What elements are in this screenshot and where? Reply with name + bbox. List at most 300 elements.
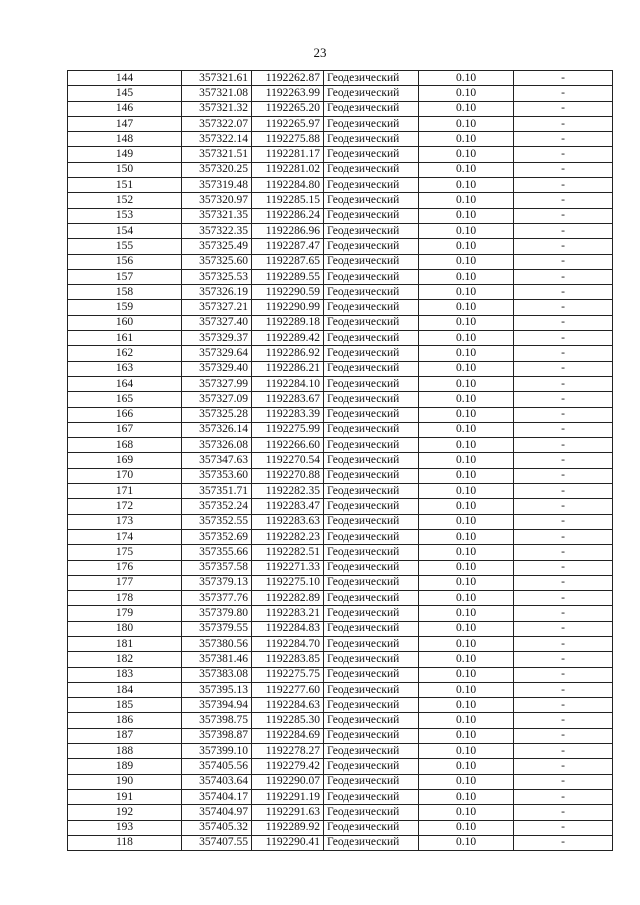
cell-note: - xyxy=(514,499,613,514)
cell-note: - xyxy=(514,422,613,437)
cell-y-coordinate: 1192265.20 xyxy=(252,101,324,116)
cell-y-coordinate: 1192291.19 xyxy=(252,789,324,804)
cell-accuracy: 0.10 xyxy=(419,514,514,529)
table-row xyxy=(68,728,613,743)
cell-note: - xyxy=(514,376,613,391)
cell-method: Геодезический xyxy=(324,529,419,544)
cell-accuracy: 0.10 xyxy=(419,591,514,606)
cell-y-coordinate: 1192283.63 xyxy=(252,514,324,529)
cell-point-number: 166 xyxy=(68,407,182,422)
cell-y-coordinate: 1192286.92 xyxy=(252,346,324,361)
cell-note: - xyxy=(514,116,613,131)
cell-accuracy: 0.10 xyxy=(419,438,514,453)
cell-note: - xyxy=(514,269,613,284)
cell-point-number: 159 xyxy=(68,300,182,315)
cell-point-number: 177 xyxy=(68,575,182,590)
cell-x-coordinate: 357325.28 xyxy=(182,407,252,422)
table-row xyxy=(68,269,613,284)
cell-x-coordinate: 357320.97 xyxy=(182,193,252,208)
table-row xyxy=(68,835,613,850)
table-row xyxy=(68,652,613,667)
cell-accuracy: 0.10 xyxy=(419,805,514,820)
cell-method: Геодезический xyxy=(324,591,419,606)
cell-x-coordinate: 357405.56 xyxy=(182,759,252,774)
table-row xyxy=(68,667,613,682)
cell-x-coordinate: 357379.55 xyxy=(182,621,252,636)
cell-accuracy: 0.10 xyxy=(419,361,514,376)
cell-point-number: 146 xyxy=(68,101,182,116)
cell-note: - xyxy=(514,621,613,636)
table-row xyxy=(68,178,613,193)
table-row xyxy=(68,484,613,499)
cell-point-number: 164 xyxy=(68,376,182,391)
cell-note: - xyxy=(514,346,613,361)
cell-note: - xyxy=(514,86,613,101)
cell-accuracy: 0.10 xyxy=(419,713,514,728)
cell-y-coordinate: 1192290.07 xyxy=(252,774,324,789)
cell-method: Геодезический xyxy=(324,376,419,391)
table-row xyxy=(68,713,613,728)
cell-y-coordinate: 1192290.59 xyxy=(252,285,324,300)
cell-accuracy: 0.10 xyxy=(419,254,514,269)
cell-accuracy: 0.10 xyxy=(419,331,514,346)
cell-accuracy: 0.10 xyxy=(419,728,514,743)
cell-accuracy: 0.10 xyxy=(419,698,514,713)
cell-accuracy: 0.10 xyxy=(419,346,514,361)
cell-point-number: 168 xyxy=(68,438,182,453)
cell-accuracy: 0.10 xyxy=(419,453,514,468)
cell-method: Геодезический xyxy=(324,621,419,636)
table-row xyxy=(68,285,613,300)
cell-method: Геодезический xyxy=(324,499,419,514)
cell-point-number: 174 xyxy=(68,529,182,544)
cell-method: Геодезический xyxy=(324,438,419,453)
table-row xyxy=(68,132,613,147)
cell-note: - xyxy=(514,667,613,682)
cell-x-coordinate: 357321.08 xyxy=(182,86,252,101)
cell-method: Геодезический xyxy=(324,116,419,131)
cell-accuracy: 0.10 xyxy=(419,545,514,560)
cell-y-coordinate: 1192275.99 xyxy=(252,422,324,437)
cell-note: - xyxy=(514,789,613,804)
cell-note: - xyxy=(514,606,613,621)
cell-method: Геодезический xyxy=(324,682,419,697)
cell-point-number: 178 xyxy=(68,591,182,606)
cell-y-coordinate: 1192286.21 xyxy=(252,361,324,376)
table-row xyxy=(68,514,613,529)
cell-x-coordinate: 357321.35 xyxy=(182,208,252,223)
cell-note: - xyxy=(514,728,613,743)
cell-y-coordinate: 1192284.63 xyxy=(252,698,324,713)
cell-note: - xyxy=(514,713,613,728)
cell-method: Геодезический xyxy=(324,789,419,804)
cell-point-number: 150 xyxy=(68,162,182,177)
cell-x-coordinate: 357321.61 xyxy=(182,71,252,86)
cell-method: Геодезический xyxy=(324,698,419,713)
cell-accuracy: 0.10 xyxy=(419,499,514,514)
cell-point-number: 184 xyxy=(68,682,182,697)
cell-point-number: 156 xyxy=(68,254,182,269)
cell-method: Геодезический xyxy=(324,713,419,728)
cell-x-coordinate: 357325.53 xyxy=(182,269,252,284)
cell-point-number: 157 xyxy=(68,269,182,284)
cell-y-coordinate: 1192290.41 xyxy=(252,835,324,850)
cell-x-coordinate: 357352.55 xyxy=(182,514,252,529)
table-row xyxy=(68,545,613,560)
cell-method: Геодезический xyxy=(324,652,419,667)
cell-method: Геодезический xyxy=(324,805,419,820)
cell-point-number: 182 xyxy=(68,652,182,667)
cell-method: Геодезический xyxy=(324,575,419,590)
cell-accuracy: 0.10 xyxy=(419,101,514,116)
cell-point-number: 155 xyxy=(68,239,182,254)
cell-x-coordinate: 357394.94 xyxy=(182,698,252,713)
cell-accuracy: 0.10 xyxy=(419,789,514,804)
cell-point-number: 170 xyxy=(68,468,182,483)
cell-y-coordinate: 1192286.96 xyxy=(252,223,324,238)
table-row xyxy=(68,71,613,86)
cell-point-number: 172 xyxy=(68,499,182,514)
cell-x-coordinate: 357380.56 xyxy=(182,636,252,651)
cell-accuracy: 0.10 xyxy=(419,269,514,284)
table-row xyxy=(68,820,613,835)
cell-method: Геодезический xyxy=(324,560,419,575)
cell-accuracy: 0.10 xyxy=(419,162,514,177)
cell-x-coordinate: 357379.13 xyxy=(182,575,252,590)
cell-y-coordinate: 1192265.97 xyxy=(252,116,324,131)
cell-note: - xyxy=(514,652,613,667)
cell-method: Геодезический xyxy=(324,193,419,208)
cell-y-coordinate: 1192285.30 xyxy=(252,713,324,728)
cell-note: - xyxy=(514,162,613,177)
cell-y-coordinate: 1192278.27 xyxy=(252,744,324,759)
cell-note: - xyxy=(514,407,613,422)
cell-accuracy: 0.10 xyxy=(419,178,514,193)
table-row xyxy=(68,208,613,223)
cell-point-number: 183 xyxy=(68,667,182,682)
cell-y-coordinate: 1192275.10 xyxy=(252,575,324,590)
cell-note: - xyxy=(514,147,613,162)
cell-y-coordinate: 1192284.83 xyxy=(252,621,324,636)
cell-point-number: 193 xyxy=(68,820,182,835)
cell-accuracy: 0.10 xyxy=(419,636,514,651)
cell-note: - xyxy=(514,560,613,575)
cell-y-coordinate: 1192270.88 xyxy=(252,468,324,483)
cell-accuracy: 0.10 xyxy=(419,575,514,590)
cell-x-coordinate: 357357.58 xyxy=(182,560,252,575)
cell-y-coordinate: 1192284.69 xyxy=(252,728,324,743)
cell-note: - xyxy=(514,835,613,850)
table-row xyxy=(68,361,613,376)
cell-method: Геодезический xyxy=(324,101,419,116)
cell-y-coordinate: 1192287.65 xyxy=(252,254,324,269)
cell-method: Геодезический xyxy=(324,636,419,651)
cell-accuracy: 0.10 xyxy=(419,86,514,101)
table-row xyxy=(68,682,613,697)
cell-point-number: 173 xyxy=(68,514,182,529)
cell-note: - xyxy=(514,698,613,713)
cell-accuracy: 0.10 xyxy=(419,652,514,667)
cell-x-coordinate: 357381.46 xyxy=(182,652,252,667)
cell-point-number: 186 xyxy=(68,713,182,728)
cell-accuracy: 0.10 xyxy=(419,606,514,621)
cell-point-number: 191 xyxy=(68,789,182,804)
cell-point-number: 190 xyxy=(68,774,182,789)
cell-point-number: 118 xyxy=(68,835,182,850)
cell-note: - xyxy=(514,805,613,820)
cell-x-coordinate: 357404.97 xyxy=(182,805,252,820)
cell-note: - xyxy=(514,178,613,193)
cell-point-number: 154 xyxy=(68,223,182,238)
cell-x-coordinate: 357353.60 xyxy=(182,468,252,483)
cell-accuracy: 0.10 xyxy=(419,744,514,759)
cell-accuracy: 0.10 xyxy=(419,774,514,789)
cell-note: - xyxy=(514,101,613,116)
cell-method: Геодезический xyxy=(324,422,419,437)
cell-note: - xyxy=(514,132,613,147)
cell-point-number: 167 xyxy=(68,422,182,437)
cell-note: - xyxy=(514,193,613,208)
cell-point-number: 162 xyxy=(68,346,182,361)
cell-method: Геодезический xyxy=(324,269,419,284)
cell-note: - xyxy=(514,331,613,346)
cell-note: - xyxy=(514,223,613,238)
cell-y-coordinate: 1192291.63 xyxy=(252,805,324,820)
cell-y-coordinate: 1192282.23 xyxy=(252,529,324,544)
cell-method: Геодезический xyxy=(324,514,419,529)
cell-accuracy: 0.10 xyxy=(419,407,514,422)
cell-y-coordinate: 1192289.42 xyxy=(252,331,324,346)
cell-y-coordinate: 1192277.60 xyxy=(252,682,324,697)
cell-accuracy: 0.10 xyxy=(419,223,514,238)
table-row xyxy=(68,346,613,361)
cell-method: Геодезический xyxy=(324,667,419,682)
cell-y-coordinate: 1192263.99 xyxy=(252,86,324,101)
cell-x-coordinate: 357327.40 xyxy=(182,315,252,330)
cell-point-number: 147 xyxy=(68,116,182,131)
cell-accuracy: 0.10 xyxy=(419,667,514,682)
cell-point-number: 165 xyxy=(68,392,182,407)
table-row xyxy=(68,162,613,177)
cell-x-coordinate: 357327.99 xyxy=(182,376,252,391)
cell-method: Геодезический xyxy=(324,392,419,407)
cell-point-number: 185 xyxy=(68,698,182,713)
cell-y-coordinate: 1192270.54 xyxy=(252,453,324,468)
cell-x-coordinate: 357379.80 xyxy=(182,606,252,621)
cell-note: - xyxy=(514,545,613,560)
cell-y-coordinate: 1192284.80 xyxy=(252,178,324,193)
cell-note: - xyxy=(514,71,613,86)
cell-x-coordinate: 357405.32 xyxy=(182,820,252,835)
table-row xyxy=(68,392,613,407)
table-row xyxy=(68,300,613,315)
cell-x-coordinate: 357321.32 xyxy=(182,101,252,116)
cell-note: - xyxy=(514,529,613,544)
cell-point-number: 175 xyxy=(68,545,182,560)
cell-accuracy: 0.10 xyxy=(419,621,514,636)
cell-method: Геодезический xyxy=(324,132,419,147)
cell-x-coordinate: 357327.21 xyxy=(182,300,252,315)
cell-note: - xyxy=(514,820,613,835)
cell-y-coordinate: 1192283.39 xyxy=(252,407,324,422)
cell-accuracy: 0.10 xyxy=(419,285,514,300)
cell-point-number: 152 xyxy=(68,193,182,208)
cell-point-number: 176 xyxy=(68,560,182,575)
cell-x-coordinate: 357329.64 xyxy=(182,346,252,361)
cell-x-coordinate: 357355.66 xyxy=(182,545,252,560)
cell-method: Геодезический xyxy=(324,315,419,330)
cell-method: Геодезический xyxy=(324,820,419,835)
cell-note: - xyxy=(514,300,613,315)
cell-x-coordinate: 357320.25 xyxy=(182,162,252,177)
table-row xyxy=(68,116,613,131)
cell-y-coordinate: 1192271.33 xyxy=(252,560,324,575)
cell-method: Геодезический xyxy=(324,239,419,254)
cell-x-coordinate: 357398.75 xyxy=(182,713,252,728)
cell-x-coordinate: 357325.60 xyxy=(182,254,252,269)
cell-y-coordinate: 1192275.88 xyxy=(252,132,324,147)
cell-accuracy: 0.10 xyxy=(419,193,514,208)
cell-note: - xyxy=(514,392,613,407)
table-row xyxy=(68,805,613,820)
cell-point-number: 192 xyxy=(68,805,182,820)
cell-y-coordinate: 1192262.87 xyxy=(252,71,324,86)
cell-note: - xyxy=(514,744,613,759)
cell-method: Геодезический xyxy=(324,361,419,376)
table-row xyxy=(68,453,613,468)
cell-method: Геодезический xyxy=(324,147,419,162)
cell-x-coordinate: 357399.10 xyxy=(182,744,252,759)
cell-accuracy: 0.10 xyxy=(419,315,514,330)
cell-method: Геодезический xyxy=(324,71,419,86)
cell-point-number: 180 xyxy=(68,621,182,636)
cell-accuracy: 0.10 xyxy=(419,147,514,162)
cell-x-coordinate: 357407.55 xyxy=(182,835,252,850)
cell-point-number: 169 xyxy=(68,453,182,468)
cell-y-coordinate: 1192282.35 xyxy=(252,484,324,499)
cell-point-number: 188 xyxy=(68,744,182,759)
cell-note: - xyxy=(514,468,613,483)
page-number: 23 xyxy=(313,45,327,60)
cell-method: Геодезический xyxy=(324,484,419,499)
table-row xyxy=(68,376,613,391)
table-row xyxy=(68,147,613,162)
table-row xyxy=(68,606,613,621)
table-row xyxy=(68,438,613,453)
cell-method: Геодезический xyxy=(324,835,419,850)
cell-note: - xyxy=(514,575,613,590)
cell-note: - xyxy=(514,254,613,269)
cell-y-coordinate: 1192281.02 xyxy=(252,162,324,177)
cell-point-number: 160 xyxy=(68,315,182,330)
cell-x-coordinate: 357326.08 xyxy=(182,438,252,453)
cell-y-coordinate: 1192284.70 xyxy=(252,636,324,651)
cell-method: Геодезический xyxy=(324,254,419,269)
cell-accuracy: 0.10 xyxy=(419,132,514,147)
cell-x-coordinate: 357352.69 xyxy=(182,529,252,544)
cell-y-coordinate: 1192290.99 xyxy=(252,300,324,315)
cell-y-coordinate: 1192279.42 xyxy=(252,759,324,774)
cell-x-coordinate: 357322.35 xyxy=(182,223,252,238)
cell-note: - xyxy=(514,208,613,223)
table-row xyxy=(68,774,613,789)
cell-method: Геодезический xyxy=(324,178,419,193)
cell-method: Геодезический xyxy=(324,545,419,560)
cell-y-coordinate: 1192285.15 xyxy=(252,193,324,208)
cell-method: Геодезический xyxy=(324,468,419,483)
table-row xyxy=(68,591,613,606)
cell-method: Геодезический xyxy=(324,223,419,238)
table-row xyxy=(68,759,613,774)
coordinates-table xyxy=(67,70,613,851)
cell-note: - xyxy=(514,636,613,651)
coordinates-table-body xyxy=(68,71,613,851)
cell-note: - xyxy=(514,438,613,453)
cell-note: - xyxy=(514,514,613,529)
cell-note: - xyxy=(514,774,613,789)
cell-note: - xyxy=(514,453,613,468)
table-row xyxy=(68,101,613,116)
cell-accuracy: 0.10 xyxy=(419,759,514,774)
cell-method: Геодезический xyxy=(324,744,419,759)
cell-point-number: 161 xyxy=(68,331,182,346)
table-row xyxy=(68,560,613,575)
cell-accuracy: 0.10 xyxy=(419,116,514,131)
cell-x-coordinate: 357398.87 xyxy=(182,728,252,743)
table-row xyxy=(68,422,613,437)
cell-accuracy: 0.10 xyxy=(419,560,514,575)
cell-method: Геодезический xyxy=(324,407,419,422)
cell-method: Геодезический xyxy=(324,285,419,300)
cell-x-coordinate: 357347.63 xyxy=(182,453,252,468)
cell-accuracy: 0.10 xyxy=(419,682,514,697)
table-row xyxy=(68,636,613,651)
table-row xyxy=(68,468,613,483)
table-row xyxy=(68,698,613,713)
cell-y-coordinate: 1192283.85 xyxy=(252,652,324,667)
cell-x-coordinate: 357403.64 xyxy=(182,774,252,789)
cell-point-number: 179 xyxy=(68,606,182,621)
cell-note: - xyxy=(514,315,613,330)
cell-y-coordinate: 1192275.75 xyxy=(252,667,324,682)
cell-y-coordinate: 1192282.51 xyxy=(252,545,324,560)
cell-x-coordinate: 357383.08 xyxy=(182,667,252,682)
cell-y-coordinate: 1192266.60 xyxy=(252,438,324,453)
cell-method: Геодезический xyxy=(324,453,419,468)
cell-method: Геодезический xyxy=(324,331,419,346)
cell-x-coordinate: 357322.14 xyxy=(182,132,252,147)
cell-x-coordinate: 357321.51 xyxy=(182,147,252,162)
cell-method: Геодезический xyxy=(324,300,419,315)
cell-note: - xyxy=(514,682,613,697)
table-row xyxy=(68,239,613,254)
cell-accuracy: 0.10 xyxy=(419,71,514,86)
table-row xyxy=(68,254,613,269)
cell-accuracy: 0.10 xyxy=(419,392,514,407)
cell-accuracy: 0.10 xyxy=(419,208,514,223)
cell-accuracy: 0.10 xyxy=(419,376,514,391)
table-row xyxy=(68,529,613,544)
table-row xyxy=(68,86,613,101)
cell-accuracy: 0.10 xyxy=(419,468,514,483)
cell-point-number: 189 xyxy=(68,759,182,774)
cell-method: Геодезический xyxy=(324,606,419,621)
cell-method: Геодезический xyxy=(324,759,419,774)
cell-y-coordinate: 1192289.18 xyxy=(252,315,324,330)
cell-y-coordinate: 1192287.47 xyxy=(252,239,324,254)
cell-x-coordinate: 357329.37 xyxy=(182,331,252,346)
cell-y-coordinate: 1192289.55 xyxy=(252,269,324,284)
